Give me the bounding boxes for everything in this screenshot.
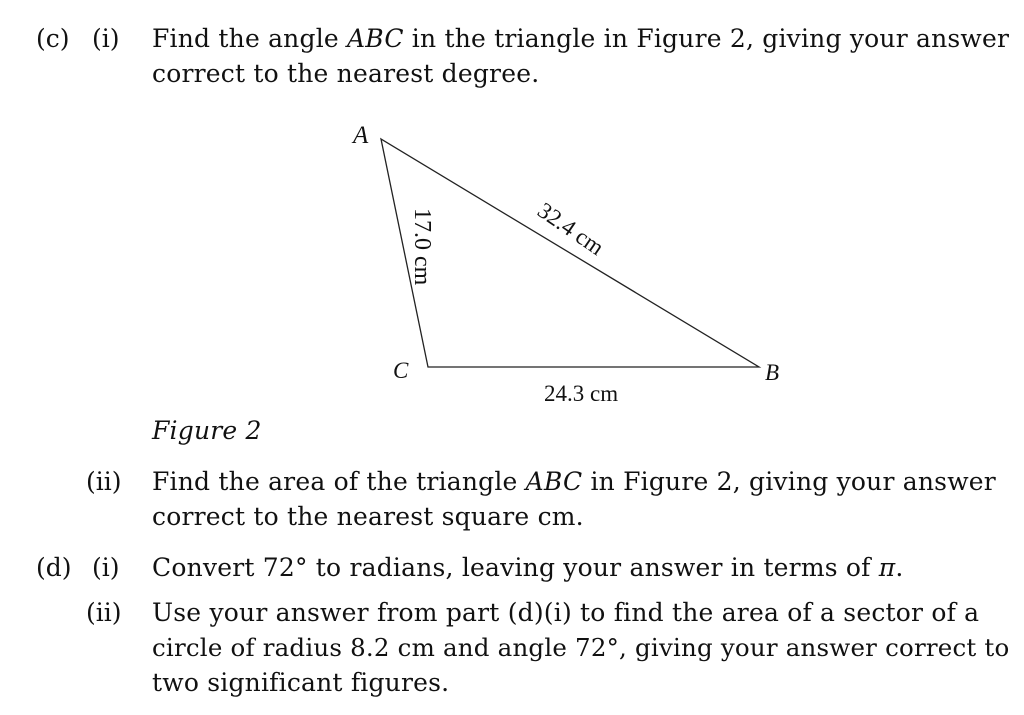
- question-text: Find the angle: [152, 24, 348, 53]
- triangle-abc: [381, 139, 759, 367]
- variable-pi: π: [878, 553, 896, 582]
- part-c-ii-label: (ii): [86, 467, 122, 496]
- question-d-ii-line-1: Use your answer from part (d)(i) to find the area of a sector of a: [152, 598, 980, 627]
- part-d-label: (d): [36, 553, 72, 582]
- side-ac-label: 17.0 cm: [409, 208, 435, 286]
- vertex-b-label: B: [765, 360, 780, 385]
- question-text: in Figure 2, giving your answer: [582, 467, 996, 496]
- variable-abc: ABC: [347, 24, 404, 53]
- part-c-i-label: (i): [92, 24, 120, 53]
- question-text: Find the area of the triangle: [152, 467, 526, 496]
- question-d-ii-line-2: circle of radius 8.2 cm and angle 72°, giving your answer correct to: [152, 633, 1010, 662]
- side-cb-label: 24.3 cm: [544, 381, 619, 406]
- question-text: .: [895, 553, 904, 582]
- question-c-ii-line-2: correct to the nearest square cm.: [152, 502, 584, 531]
- figure-caption: Figure 2: [152, 416, 262, 445]
- question-text: Convert 72° to radians, leaving your answer in terms of: [152, 553, 879, 582]
- part-c-label: (c): [36, 24, 70, 53]
- question-c-ii-line-1: [152, 467, 996, 497]
- question-c-i-line-2: correct to the nearest degree.: [152, 59, 540, 88]
- question-d-i-line-1: [152, 553, 904, 583]
- question-d-ii-line-3: two significant figures.: [152, 668, 450, 697]
- vertex-c-label: C: [393, 358, 409, 383]
- question-text: in the triangle in Figure 2, giving your answer: [403, 24, 1010, 53]
- vertex-a-label: A: [353, 122, 369, 149]
- variable-abc: ABC: [525, 467, 583, 496]
- part-d-i-label: (i): [92, 553, 120, 582]
- part-d-ii-label: (ii): [86, 598, 122, 627]
- side-ab-label: 32.4 cm: [533, 197, 609, 261]
